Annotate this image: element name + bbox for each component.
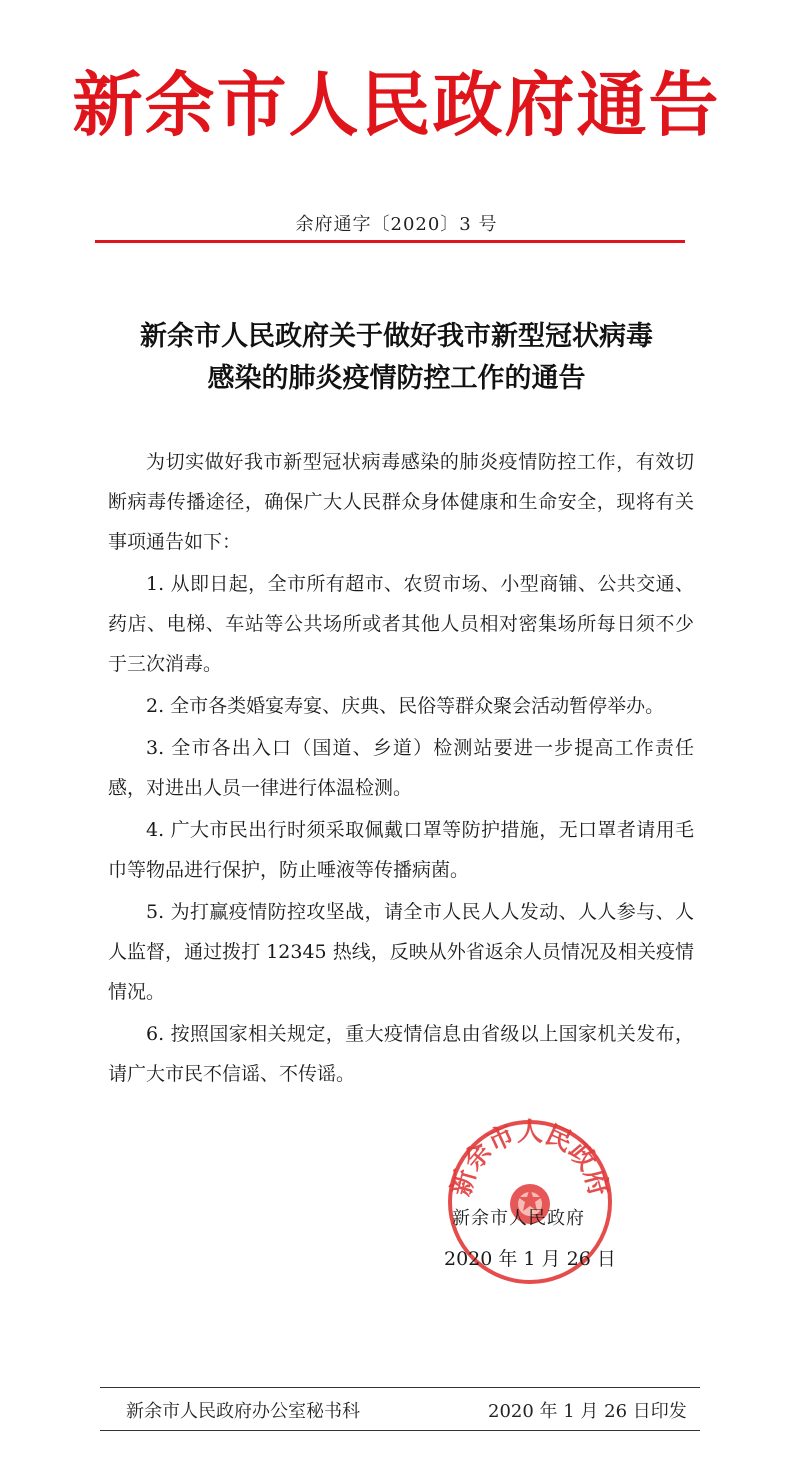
signature-date: 2020 年 1 月 26 日 bbox=[444, 1248, 616, 1270]
signature-issuer: 新余市人民政府 bbox=[452, 1208, 585, 1229]
document-subject bbox=[100, 316, 693, 400]
footer-top-rule bbox=[100, 1387, 700, 1388]
footer-bottom-rule bbox=[100, 1430, 700, 1431]
notice-item-6: 6. 按照国家相关规定，重大疫情信息由省级以上国家机关发布，请广大市民不信谣、不传谣。 bbox=[108, 1023, 694, 1085]
subject-line-2: 感染的肺炎疫情防控工作的通告 bbox=[207, 363, 586, 394]
intro-paragraph: 为切实做好我市新型冠状病毒感染的肺炎疫情防控工作，有效切断病毒传播途径，确保广大人民群众身体健康和生命安全，现将有关事项通告如下： bbox=[108, 451, 694, 553]
document-header-title: 新余市人民政府通告 bbox=[72, 63, 721, 146]
document-body bbox=[108, 442, 694, 1094]
header-red-rule bbox=[95, 240, 685, 243]
subject-line-1: 新余市人民政府关于做好我市新型冠状病毒 bbox=[140, 321, 653, 352]
notice-item-5: 5. 为打赢疫情防控攻坚战，请全市人民人人发动、人人参与、人人监督，通过拨打 12345 热线，反映从外省返余人员情况及相关疫情情况。 bbox=[108, 901, 694, 1003]
document-number: 余府通字〔2020〕3 号 bbox=[295, 214, 498, 235]
footer-office: 新余市人民政府办公室秘书科 bbox=[126, 1401, 360, 1422]
seal-text: 新余市人民政府 bbox=[446, 1118, 614, 1200]
footer-print-date: 2020 年 1 月 26 日印发 bbox=[488, 1401, 687, 1422]
notice-item-3: 3. 全市各出入口（国道、乡道）检测站要进一步提高工作责任感，对进出人员一律进行体温检测。 bbox=[108, 737, 694, 799]
notice-item-4: 4. 广大市民出行时须采取佩戴口罩等防护措施，无口罩者请用毛巾等物品进行保护，防止唾液等传播病菌。 bbox=[108, 819, 694, 881]
notice-item-2: 2. 全市各类婚宴寿宴、庆典、民俗等群众聚会活动暂停举办。 bbox=[146, 695, 665, 717]
notice-item-1: 1. 从即日起，全市所有超市、农贸市场、小型商铺、公共交通、药店、电梯、车站等公共场所或者其他人员相对密集场所每日须不少于三次消毒。 bbox=[108, 573, 694, 675]
